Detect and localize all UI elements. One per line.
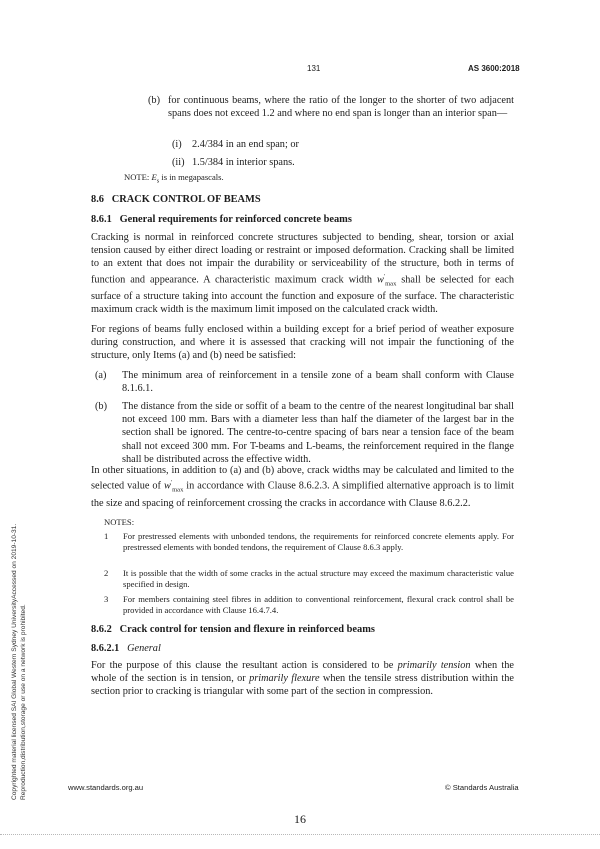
section-number: 8.6: [91, 194, 104, 205]
sub-label: (i): [172, 139, 182, 150]
intro-note: [124, 172, 224, 187]
requirement-item-b: [95, 400, 514, 466]
note-symbol: E: [151, 172, 157, 182]
emphasis-term: primarily tension: [397, 660, 471, 671]
note-text: It is possible that the width of some cracks in the actual structure may exceed the maximum characteristic value specified in design.: [123, 568, 514, 589]
item-text: for continuous beams, where the ratio of the longer to the shorter of two adjacent spans does not exceed 1.2 and where no end span is longer than an interior span—: [168, 95, 514, 120]
paragraph-resultant-action: [91, 659, 514, 699]
note-text: For members containing steel fibres in addition to conventional reinforcement, flexural crack control shall be provided in accordance with Clause 16.4.7.4.: [123, 594, 514, 615]
sub-label: (ii): [172, 157, 185, 168]
section-heading-8-6-2: [91, 624, 375, 635]
para-text: shall be selected for each surface of a structure taking into account the function and exposure of the surface. The characteristic maximum crack width is the maximum limit imposed on the calculated crack width.: [91, 274, 515, 316]
section-number: 8.6.2.1: [91, 643, 120, 654]
note-item: [104, 594, 514, 616]
notes-heading: NOTES:: [104, 517, 135, 527]
note-prefix: NOTE:: [124, 172, 152, 182]
section-title: Crack control for tension and flexure in reinforced beams: [119, 624, 375, 635]
crack-width-symbol: w: [163, 480, 171, 492]
section-title: General: [127, 643, 161, 654]
para-text: in accordance with Clause 8.6.2.3. A simplified alternative approach is to limit the size and spacing of reinforcement crossing the cracks in accordance with Clause 8.6.2.2.: [91, 480, 514, 509]
item-label: (b): [95, 401, 108, 412]
crack-width-subscript: max: [385, 280, 397, 288]
para-text: For the purpose of this clause the resultant action is considered to be: [91, 660, 398, 671]
intro-item-b: [148, 94, 514, 120]
footer-copyright: © Standards Australia: [445, 783, 519, 792]
note-suffix: is in megapascals.: [159, 172, 224, 182]
note-number: 3: [104, 594, 109, 604]
sheet-number: 16: [294, 812, 306, 826]
standard-code: AS 3600:2018: [468, 64, 520, 73]
note-number: 1: [104, 531, 109, 541]
item-label: (a): [95, 370, 107, 381]
bottom-divider: [0, 834, 600, 835]
note-item: [104, 568, 514, 590]
footer-website: www.standards.org.au: [68, 783, 144, 792]
para-text: In other situations, in addition to (a) and (b) above, crack widths may be calculated and limited to the selected value of: [91, 465, 514, 492]
sub-text: 1.5/384 in interior spans.: [192, 157, 295, 168]
section-heading-8-6-2-1: [91, 642, 161, 655]
para-text: when the whole of the section is in tension, or: [91, 660, 514, 685]
section-title: General requirements for reinforced concrete beams: [119, 214, 352, 225]
note-text: For prestressed elements with unbonded tendons, the requirements for reinforced concrete elements apply. For prestressed elements with bonded tendons, the requirement of Clause 8.6.3 apply.: [123, 531, 514, 552]
sidebar-line: Reproduction,distribution,storage or use on a network is prohibited.: [20, 604, 27, 800]
page-number: 131: [307, 64, 321, 73]
crack-width-symbol: w: [376, 274, 384, 286]
sidebar-line: Copyrighted material licensed SAI Global Western Sydney UniversityAccessed on 2019-10-31.: [11, 523, 18, 800]
para-text: when the tensile stress distribution within the section prior to cracking is triangular with some part of the section in compression.: [91, 673, 514, 698]
item-text: The distance from the side or soffit of a beam to the centre of the nearest longitudinal bar shall not exceed 100 mm. Bars with a diameter less than half the diameter of the largest bar in the section shall be ignored. The centre-to-centre spacing of bars near a tension face of the beam shall not exceed 300 mm. For T-beams and L-beams, the reinforcement required in the flange shall be distributed across the effective width.: [122, 401, 514, 465]
intro-sub-ii: [172, 156, 502, 169]
copyright-sidebar: [10, 380, 40, 800]
section-heading-8-6: [91, 194, 261, 205]
section-heading-8-6-1: [91, 214, 352, 225]
sub-text: 2.4/384 in an end span; or: [192, 139, 299, 150]
paragraph-enclosed-regions: For regions of beams fully enclosed within a building except for a brief period of weather exposure during construction, and where it is assessed that cracking will not impair the functioning of the structure, only Items (a) and (b) need be satisfied:: [91, 324, 514, 362]
emphasis-term: primarily flexure: [249, 673, 320, 685]
item-text: The minimum area of reinforcement in a tensile zone of a beam shall conform with Clause 8.1.6.1.: [122, 370, 514, 395]
intro-sub-i: [172, 138, 502, 151]
section-number: 8.6.1: [91, 214, 112, 225]
para-text: Cracking is normal in reinforced concrete structures subjected to bending, shear, torsion or axial tension caused by either direct loading or restraint or imposed deformation. Cracking shall be limited to an extent that does not impair the durability or serviceability of the structure, both in terms of function and appearance. A characteristic maximum crack width: [91, 232, 514, 286]
requirement-item-a: [95, 369, 514, 395]
section-title: CRACK CONTROL OF BEAMS: [111, 194, 261, 205]
note-item: [104, 531, 514, 553]
paragraph-cracking-general: Cracking is normal in reinforced concrete structures subjected to bending, shear, torsion or axial tension caused by either direct loading or restraint or imposed deformation. Cracking shall be limited to an extent that does not impair the durability or serviceability of the structure, both in terms of function and appearance. A characteristic maximum crack width $w'_{max}$ shall be selected for each surface of a structure taking into account the function and exposure of the surface. The characteristic maximum crack width is the maximum limit imposed on the calculated crack width.: [91, 232, 515, 316]
note-number: 2: [104, 568, 109, 578]
item-label: (b): [148, 95, 161, 106]
paragraph-other-situations: In other situations, in addition to (a) and (b) above, crack widths may be calculated and limited to the selected value of $w'_{max}$ in accordance with Clause 8.6.2.3. A simplified alternative approach is to limit the size and spacing of reinforcement crossing the cracks in accordance with Clause 8.6.2.2.: [91, 465, 514, 509]
note-subscript: s: [156, 177, 160, 185]
crack-width-subscript: max: [172, 486, 184, 494]
section-number: 8.6.2: [91, 624, 112, 635]
